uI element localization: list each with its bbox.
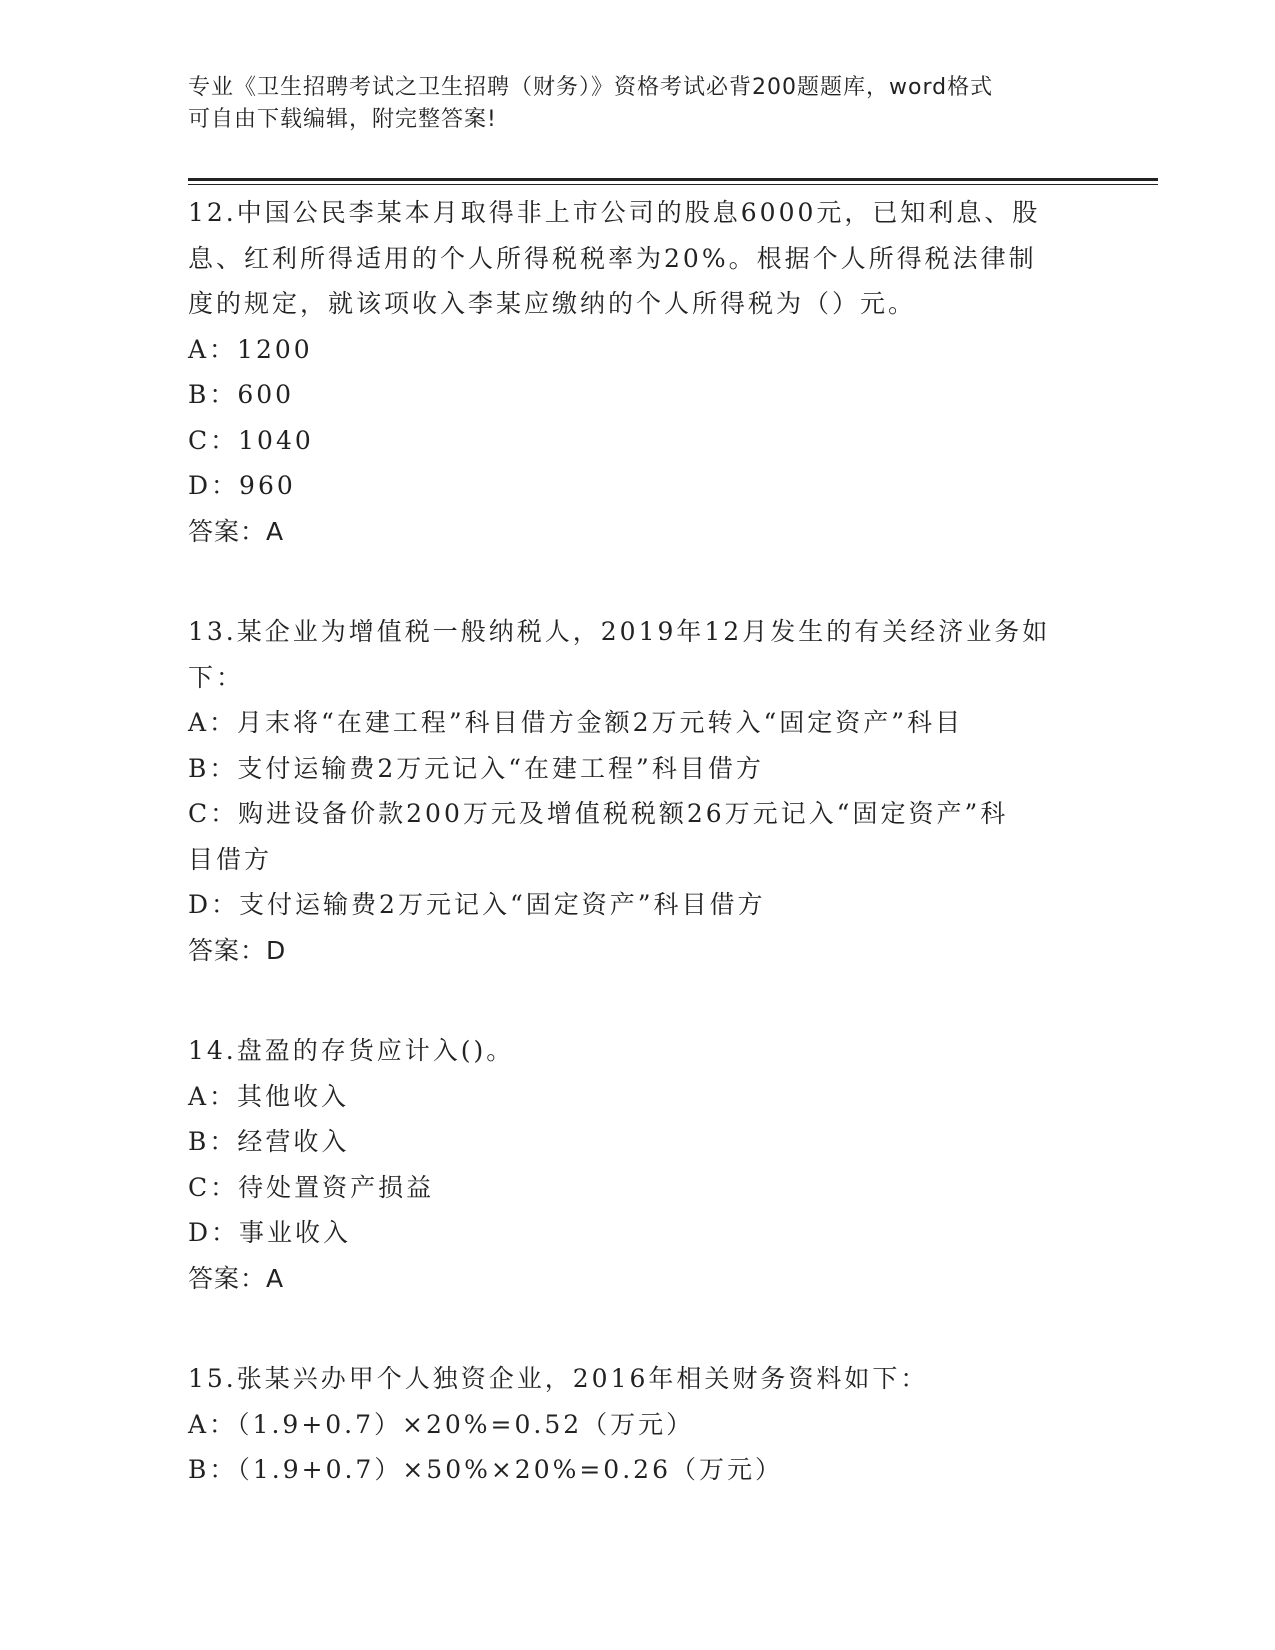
question-12 <box>188 190 1088 554</box>
option-c: C：购进设备价款200万元及增值税税额26万元记入“固定资产”科 <box>188 799 1009 828</box>
header-divider-thick <box>188 178 1158 181</box>
option-c: C：待处置资产损益 <box>188 1172 435 1202</box>
answer: 答案：A <box>188 516 285 546</box>
question-text: 15.张某兴办甲个人独资企业，2016年相关财务资料如下： <box>188 1364 929 1393</box>
option-a: A：其他收入 <box>188 1081 350 1111</box>
question-text: 12.中国公民李某本月取得非上市公司的股息6000元，已知利息、股 <box>188 198 1041 227</box>
answer: 答案：D <box>188 935 287 965</box>
header-line: 可自由下载编辑，附完整答案! <box>188 107 497 132</box>
answer: 答案：A <box>188 1263 285 1293</box>
option-d: D：事业收入 <box>188 1218 352 1247</box>
header-divider-thin <box>188 184 1158 185</box>
header-line: 专业《卫生招聘考试之卫生招聘（财务）》资格考试必背200题题库，word格式 <box>188 75 994 100</box>
question-list <box>188 190 1088 1548</box>
option-b: B：支付运输费2万元记入“在建工程”科目借方 <box>188 753 764 783</box>
option-a: A：月末将“在建工程”科目借方金额2万元转入“固定资产”科目 <box>188 708 964 737</box>
question-14 <box>188 1028 1088 1301</box>
option-a: A：1200 <box>188 334 313 364</box>
question-text: 13.某企业为增值税一般纳税人，2019年12月发生的有关经济业务如 <box>188 617 1051 646</box>
question-text: 息、红利所得适用的个人所得税税率为20%。根据个人所得税法律制 <box>188 243 1037 273</box>
option-c-continued: 目借方 <box>188 844 273 874</box>
option-c: C：1040 <box>188 425 314 455</box>
option-b: B：（1.9+0.7）×50%×20%=0.26（万元） <box>188 1455 783 1484</box>
question-13 <box>188 609 1088 973</box>
option-a: A：（1.9+0.7）×20%=0.52（万元） <box>188 1409 695 1439</box>
option-d: D：支付运输费2万元记入“固定资产”科目借方 <box>188 890 766 919</box>
question-text: 下： <box>188 662 245 692</box>
option-d: D：960 <box>188 471 296 500</box>
question-text: 14.盘盈的存货应计入()。 <box>188 1036 515 1065</box>
document-header <box>188 72 1068 136</box>
option-b: B：经营收入 <box>188 1127 350 1156</box>
option-b: B：600 <box>188 380 295 409</box>
question-15 <box>188 1356 1088 1493</box>
question-text: 度的规定，就该项收入李某应缴纳的个人所得税为（）元。 <box>188 289 917 318</box>
